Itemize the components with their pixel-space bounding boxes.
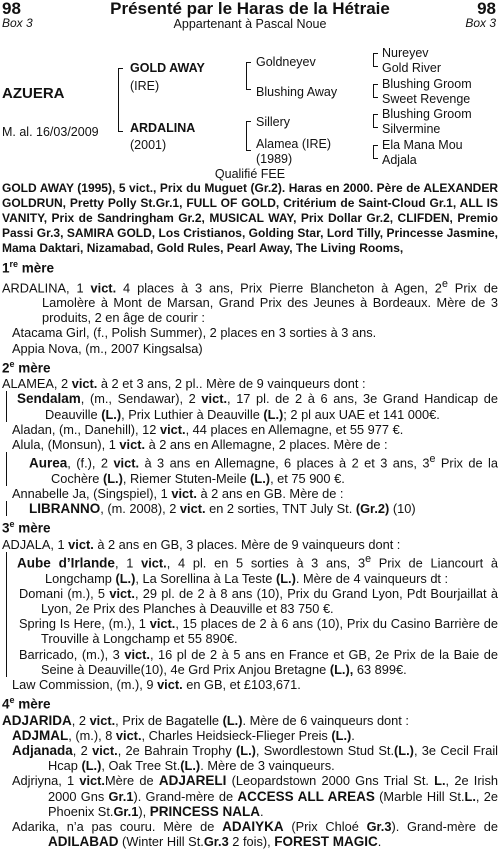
produce-entry: Appia Nova, (m., 2007 Kingsalsa) bbox=[12, 340, 203, 356]
produce-entry: LIBRANNO, (m. 2008), 2 vict. en 2 sorties, TNT July St. (Gr.2) (10) bbox=[6, 501, 498, 516]
box-label-left: Box 3 bbox=[2, 16, 33, 30]
pedigree-bracket-1 bbox=[373, 53, 378, 67]
pedigree-bracket-sire-dam bbox=[118, 68, 123, 132]
dd-dam: Adjala bbox=[382, 153, 417, 167]
produce-entry: Domani (m.), 5 vict., 29 pl. de 2 à 8 ans (10), Prix du Grand Lyon, Pdt Bourjaillat à Lyon, 2e Prix des Planches à Deauville et 83 750 €. bbox=[6, 586, 498, 616]
lot-number-right: 98 bbox=[477, 0, 496, 18]
sire-country: (IRE) bbox=[130, 79, 160, 93]
sire-paragraph: GOLD AWAY (1995), 5 vict., Prix du Muguet (Gr.2). Haras en 2000. Père de ALEXANDER GOLDRUN, Pretty Polly St.Gr.1, FULL OF GOLD, Critérium de Saint-Cloud Gr.1, ALL IS VANITY, Prix de Sandringham Gr.2, MUSICAL WAY, Prix Dollar Gr.2, CLIFDEN, Premio Passi Gr.3, SAMIRA GOLD, Los Cristianos, Golding Star, Lord Tilly, Princesse Jasmine, Mama Daktari, Nizamabad, Gold Rules, Pearl Away, The Living Rooms, bbox=[2, 181, 498, 255]
produce-entry: Alula, (Monsun), 1 vict. à 2 ans en Allemagne, 2 places. Mère de : bbox=[12, 437, 388, 453]
sd-sire: Blushing Groom bbox=[382, 77, 472, 91]
dam-dam: Alamea (IRE) bbox=[256, 137, 332, 151]
owner-subtitle: Appartenant à Pascal Noue bbox=[173, 17, 327, 31]
pedigree-bracket-dam bbox=[246, 121, 251, 151]
dam-name: ARDALINA bbox=[130, 121, 196, 135]
produce-entry: Adjriyna, 1 vict.Mère de ADJARELI (Leopardstown 2000 Gns Trial St. L., 2e Irish 2000 Gns Gr.1). Grand-mère de ACCESS ALL AREAS (Marble Hill St.L., 2e Phoenix St.Gr.1), PRINCESS NALA. bbox=[12, 773, 498, 819]
sd-dam: Sweet Revenge bbox=[382, 92, 471, 106]
third-dam-entry: ADJALA, 1 vict. à 2 ans en GB, 3 places. Mère de 9 vainqueurs dont : bbox=[2, 536, 401, 552]
first-dam-heading: 1re mère bbox=[2, 259, 55, 276]
box-label-right: Box 3 bbox=[465, 16, 496, 30]
page-header bbox=[0, 0, 500, 32]
ds-sire: Blushing Groom bbox=[382, 107, 472, 121]
dam-sire: Sillery bbox=[256, 115, 291, 129]
dam-dam-year: (1989) bbox=[256, 152, 293, 166]
produce-entry: Adjanada, 2 vict., 2e Bahrain Trophy (L.), Swordlestown Stud St.(L.), 3e Cecil Frail Hcap (L.), Oak Tree St.(L.). Mère de 3 vainqueurs. bbox=[12, 743, 498, 774]
pedigree-bracket-2 bbox=[373, 84, 378, 98]
catalogue-body bbox=[2, 181, 498, 850]
first-dam-entry: ARDALINA, 1 vict. 4 places à 3 ans, Prix Pierre Blancheton à Agen, 2e Prix de Lamolère à Mont de Marsan, Grand Prix des Jeunes à Bordeaux. Mère de 3 produits, 2 en âge de courir : bbox=[2, 277, 498, 326]
produce-entry: Annabelle Ja, (Singspiel), 1 vict. à 2 ans en GB. Mère de : bbox=[12, 485, 344, 501]
qualification-note: Qualifié FEE bbox=[214, 167, 286, 181]
third-dam-heading: 3e mère bbox=[2, 519, 51, 536]
produce-entry: Aladan, (m., Danehill), 12 vict., 44 places en Allemagne, et 55 977 €. bbox=[12, 421, 404, 437]
dd-sire: Ela Mana Mou bbox=[382, 138, 463, 152]
produce-entry: Sendalam, (m., Sendawar), 2 vict., 17 pl. de 2 à 6 ans, 3e Grand Handicap de Deauville (L.), Prix Luthier à Deauville (L.); 2 pl aux UAE et 141 000€. bbox=[6, 391, 498, 421]
produce-entry: ADJMAL, (m.), 8 vict., Charles Heidsieck-Flieger Preis (L.). bbox=[12, 727, 355, 743]
produce-entry: Law Commission, (m.), 9 vict. en GB, et £103,671. bbox=[12, 676, 301, 692]
produce-entry: Atacama Girl, (f., Polish Summer), 2 places en 3 sorties à 3 ans. bbox=[12, 325, 377, 341]
sire-name: GOLD AWAY bbox=[130, 61, 205, 75]
second-dam-entry: ALAMEA, 2 vict. à 2 et 3 ans, 2 pl.. Mère de 9 vainqueurs dont : bbox=[2, 376, 366, 392]
consignor-title: Présenté par le Haras de la Hétraie bbox=[110, 0, 390, 18]
horse-name: AZUERA bbox=[2, 85, 65, 102]
ss-sire: Nureyev bbox=[382, 46, 429, 60]
pedigree-bracket-3 bbox=[373, 114, 378, 128]
ss-dam: Gold River bbox=[382, 61, 442, 75]
pedigree-table bbox=[0, 34, 500, 180]
fourth-dam-entry: ADJARIDA, 2 vict., Prix de Bagatelle (L.). Mère de 6 vainqueurs dont : bbox=[2, 712, 409, 728]
produce-entry: Adarika, n’a pas couru. Mère de ADAIYKA (Prix Chloé Gr.3). Grand-mère de ADILABAD (Winter Hill St.Gr.3 2 fois), FOREST MAGIC. bbox=[12, 819, 498, 850]
produce-entry: Aube d’Irlande, 1 vict., 4 pl. en 5 sorties à 3 ans, 3e Prix de Liancourt à Longchamp (L.), La Sorellina à La Teste (L.). Mère de 4 vainqueurs dt : bbox=[6, 552, 498, 586]
lot-number-left: 98 bbox=[2, 0, 21, 18]
sire-dam: Blushing Away bbox=[256, 85, 338, 99]
ds-dam: Silvermine bbox=[382, 122, 441, 136]
produce-entry: Aurea, (f.), 2 vict. à 3 ans en Allemagne, 6 places à 2 et 3 ans, 3e Prix de la Cochère (L.), Riemer Stuten-Meile (L.), et 75 900 €. bbox=[6, 452, 498, 486]
second-dam-heading: 2e mère bbox=[2, 358, 51, 376]
pedigree-bracket-4 bbox=[373, 145, 378, 159]
produce-entry: Spring Is Here, (m.), 1 vict., 15 places de 2 à 6 ans (10), Prix du Casino Barrière de Trouville à Longchamp et 55 890€. bbox=[6, 616, 498, 646]
pedigree-bracket-sire bbox=[246, 62, 251, 90]
sire-sire: Goldneyev bbox=[256, 55, 316, 69]
fourth-dam-heading: 4e mère bbox=[2, 695, 51, 712]
produce-entry: Barricado, (m.), 3 vict., 16 pl de 2 à 5 ans en France et GB, 2e Prix de la Baie de Seine à Deauville(10), 4e Grd Prix Anjou Bretagne (L.), 63 899€. bbox=[6, 647, 498, 677]
horse-info: M. al. 16/03/2009 bbox=[2, 125, 99, 139]
dam-year: (2001) bbox=[130, 138, 167, 152]
